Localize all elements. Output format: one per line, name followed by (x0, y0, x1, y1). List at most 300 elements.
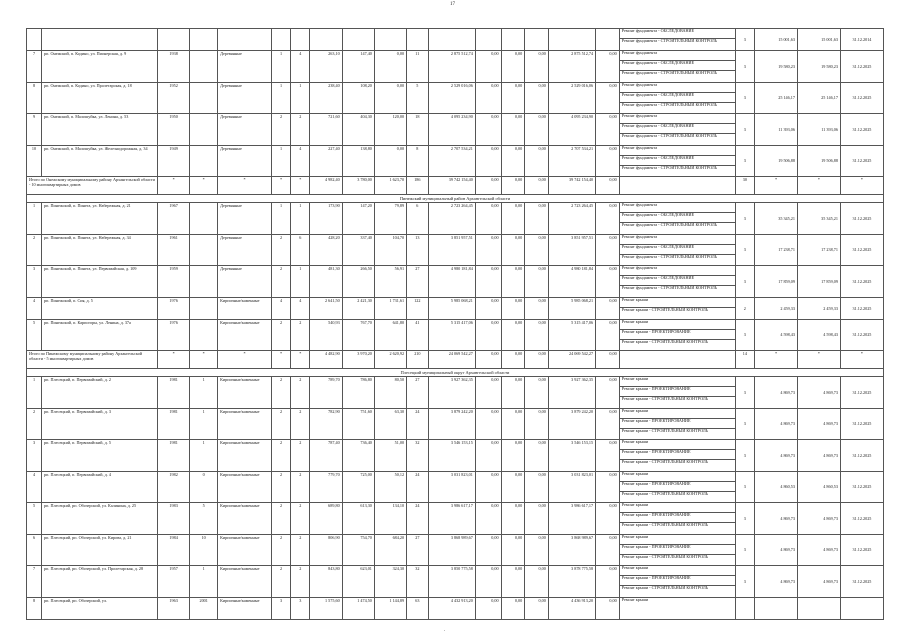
empty-cell (342, 29, 374, 51)
residents-cell: 210 (407, 351, 428, 369)
area-cell: 721,60 (310, 114, 342, 146)
work-type-line: Ремонт крыши - ПРОЕКТИРОВАНИЕ (620, 330, 735, 340)
other-cell: 0,00 (596, 234, 620, 266)
table-row (27, 377, 884, 409)
area-cell: 623,01 (342, 566, 374, 598)
area-cell: 736,40 (342, 440, 374, 472)
fund-cell: 0,00 (501, 203, 525, 235)
limit-cost-cell: 4 598,43 (797, 319, 840, 351)
limit-cost-cell: 17 859,09 (797, 266, 840, 298)
wall-material-cell: Кирпичные/каменные (218, 377, 272, 409)
empty-cell (27, 29, 42, 51)
area-cell: 108,20 (342, 82, 374, 114)
row-number: 5 (27, 319, 42, 351)
table-row (27, 145, 884, 177)
limit-cost-cell: 35 345,21 (797, 203, 840, 235)
year-cell: 1981 (158, 440, 190, 472)
row-number: 3 (27, 440, 42, 472)
limit-cost-cell: 4 860,53 (797, 471, 840, 503)
area-cell: 3 970,20 (342, 351, 374, 369)
floors-cell: 2 (271, 566, 290, 598)
row-number: 8 (27, 82, 42, 114)
area-cell: 786,80 (342, 377, 374, 409)
owner-fund-cell: 3 851 957,51 (548, 234, 595, 266)
fund-cell: 0,00 (475, 440, 501, 472)
unit-cost-cell: 19 506,88 (755, 145, 798, 177)
other-cell: 0,00 (596, 408, 620, 440)
work-types-cell (619, 566, 735, 598)
area-cell: 266,50 (342, 266, 374, 298)
fund-cell: 0,00 (475, 266, 501, 298)
work-type-line: Ремонт фундамента - ОБСЛЕДОВАНИЕ (620, 156, 735, 166)
page-number: 17 (450, 2, 455, 7)
other-cell: 0,00 (596, 319, 620, 351)
entrances-cell: 2 (291, 377, 310, 409)
renovation-year-cell: 1 (190, 408, 218, 440)
area-cell: 2 641,50 (310, 297, 342, 319)
total-label: Итого по Онежскому муниципальному району Архангельской области - 10 многоквартирных домов (27, 177, 158, 195)
area-cell: 138,80 (342, 145, 374, 177)
work-type-line: Ремонт фундамента - СТРОИТЕЛЬНЫЙ КОНТРОЛЬ (621, 223, 718, 227)
work-type-line: Ремонт крыши - ПРОЕКТИРОВАНИЕ (620, 450, 735, 460)
count-cell: 3 (735, 440, 754, 472)
residents-cell: 24 (407, 471, 428, 503)
renovation-year-cell (190, 203, 218, 235)
area-cell: 120,00 (374, 114, 406, 146)
fund-cell: 0,00 (475, 534, 501, 566)
work-type-line: Ремонт крыши - СТРОИТЕЛЬНЫЙ КОНТРОЛЬ (621, 428, 709, 433)
placeholder-cell: * (190, 351, 218, 369)
work-types-cell (619, 377, 735, 409)
floors-cell: 2 (271, 377, 290, 409)
floors-cell: 2 (271, 471, 290, 503)
entrances-cell: 2 (291, 440, 310, 472)
fund-cell: 0,00 (525, 597, 549, 619)
fund-cell: 0,00 (501, 566, 525, 598)
count-cell: 3 (735, 266, 754, 298)
placeholder-cell: * (840, 351, 883, 369)
other-cell: 0,00 (596, 51, 620, 83)
fund-cell: 0,00 (525, 177, 549, 195)
fund-cell: 0,00 (525, 503, 549, 535)
floors-cell: 2 (271, 114, 290, 146)
work-types-cell (619, 297, 735, 319)
deadline-cell: 31.12.2014 (840, 29, 883, 51)
year-cell: 1959 (158, 266, 190, 298)
placeholder-cell: * (797, 351, 840, 369)
area-cell: 787,40 (310, 440, 342, 472)
empty-cell (218, 29, 272, 51)
fund-cell: 0,00 (525, 440, 549, 472)
owner-fund-cell: 4 436 913,20 (548, 597, 595, 619)
unit-cost-cell: 4 860,53 (755, 471, 798, 503)
work-type-line: Ремонт крыши - ПРОЕКТИРОВАНИЕ (620, 387, 735, 397)
entrances-cell: 1 (291, 266, 310, 298)
area-cell: 0,00 (374, 82, 406, 114)
work-type-line: Ремонт крыши - СТРОИТЕЛЬНЫЙ КОНТРОЛЬ (621, 460, 709, 464)
total-cost-cell: 3 850 775,58 (428, 566, 475, 598)
deadline-cell: 31.12.2025 (840, 566, 883, 598)
address-cell: рп. Плесецкий, рп. Обозерский, ул. Кирова, д. 21 (42, 534, 158, 566)
renovation-year-cell: 1 (190, 440, 218, 472)
address-cell: рп. Плесецкий, п. Первомайский, д. 4 (42, 471, 158, 503)
limit-cost-cell: 4 869,73 (797, 440, 840, 472)
fund-cell: 0,00 (525, 145, 549, 177)
work-type-line: Ремонт крыши - ПРОЕКТИРОВАНИЕ (620, 513, 735, 523)
limit-cost-cell: 15 001,63 (797, 29, 840, 51)
year-cell: 1976 (158, 297, 190, 319)
area-cell: 4 482,90 (310, 351, 342, 369)
area-cell: 1 623,70 (374, 177, 406, 195)
fund-cell: 0,00 (501, 51, 525, 83)
other-cell: 0,00 (596, 377, 620, 409)
other-cell: 0,00 (596, 503, 620, 535)
area-cell: 789,70 (310, 377, 342, 409)
table-row (27, 351, 884, 369)
table-row (27, 597, 884, 619)
work-type-line: Ремонт крыши - СТРОИТЕЛЬНЫЙ КОНТРОЛЬ (621, 554, 709, 559)
fund-cell: 0,00 (501, 82, 525, 114)
address-cell: рп. Плесецкий, п. Первомайский, д. 3 (42, 408, 158, 440)
work-type-line: Ремонт фундамента (620, 83, 735, 93)
row-number: 4 (27, 471, 42, 503)
year-cell: 1950 (158, 114, 190, 146)
fund-cell: 0,00 (525, 114, 549, 146)
empty-cell (310, 29, 342, 51)
unit-cost-cell: 4 869,73 (755, 566, 798, 598)
work-type-line: Ремонт крыши (620, 472, 735, 482)
table-row (27, 203, 884, 235)
deadline-cell: 31.12.2025 (840, 440, 883, 472)
year-cell: 1957 (158, 566, 190, 598)
wall-material-cell: Кирпичные/каменные (218, 319, 272, 351)
fund-cell: 0,00 (501, 377, 525, 409)
placeholder-cell: * (291, 177, 310, 195)
fund-cell: 0,00 (501, 597, 525, 619)
year-cell: 1967 (158, 203, 190, 235)
address-cell: рп. Онежский, п. Малошуйка, ул. Железнодорожная, д. 34 (42, 145, 158, 177)
work-type-line: Ремонт фундамента (620, 114, 735, 124)
area-cell: 147,40 (342, 51, 374, 83)
work-type-line: Ремонт фундамента - СТРОИТЕЛЬНЫЙ КОНТРОЛЬ (621, 254, 718, 259)
year-cell: 1952 (158, 82, 190, 114)
total-cost-cell: 5 315 417,06 (428, 319, 475, 351)
floors-cell: 1 (271, 203, 290, 235)
work-type-line: Ремонт фундамента - СТРОИТЕЛЬНЫЙ КОНТРОЛЬ (621, 102, 718, 107)
work-types-cell (619, 114, 735, 146)
other-cell: 0,00 (596, 566, 620, 598)
deadline-cell: 31.12.2025 (840, 534, 883, 566)
fund-cell: 0,00 (525, 51, 549, 83)
address-cell: рп. Пинежский, п. Сия, д. 5 (42, 297, 158, 319)
count-cell: 3 (735, 377, 754, 409)
total-cost-cell: 3 868 989,67 (428, 534, 475, 566)
renovation-year-cell: 1 (190, 566, 218, 598)
deadline-cell: 31.12.2025 (840, 377, 883, 409)
area-cell: 404,30 (342, 114, 374, 146)
wall-material-cell: Деревянные (218, 114, 272, 146)
work-type-line: Ремонт фундамента - ОБСЛЕДОВАНИЕ (620, 245, 735, 255)
unit-cost-cell: 17 859,09 (755, 266, 798, 298)
area-cell: 104,70 (374, 234, 406, 266)
fund-cell: 0,00 (475, 297, 501, 319)
table-row (27, 297, 884, 319)
entrances-cell: 2 (291, 408, 310, 440)
wall-material-cell: Деревянные (218, 82, 272, 114)
total-cost-cell: 4 980 181,84 (428, 266, 475, 298)
work-type-line: Ремонт крыши - СТРОИТЕЛЬНЫЙ КОНТРОЛЬ (621, 523, 709, 527)
work-types-cell (619, 319, 735, 351)
count-cell: 3 (735, 82, 754, 114)
area-cell: 725,00 (342, 471, 374, 503)
area-cell: 767,70 (342, 319, 374, 351)
owner-fund-cell: 5 985 068,21 (548, 297, 595, 319)
fund-cell: 0,00 (501, 440, 525, 472)
work-types-cell (619, 503, 735, 535)
unit-cost-cell: 4 598,43 (755, 319, 798, 351)
work-types-cell (619, 440, 735, 472)
work-types-cell (619, 408, 735, 440)
fund-cell: 0,00 (525, 203, 549, 235)
renovation-year-cell: 2001 (190, 597, 218, 619)
row-number: 4 (27, 297, 42, 319)
area-cell: 684,20 (374, 534, 406, 566)
residents-cell: 24 (407, 408, 428, 440)
owner-fund-cell: 3 868 989,67 (548, 534, 595, 566)
address-cell: рп. Пинежский, п. Пинега, ул. Набережная, д. 34 (42, 234, 158, 266)
fund-cell: 0,00 (525, 82, 549, 114)
renovation-year-cell (190, 319, 218, 351)
wall-material-cell: Кирпичные/каменные (218, 566, 272, 598)
residents-cell: 24 (407, 503, 428, 535)
fund-cell: 0,00 (525, 266, 549, 298)
year-cell: 1981 (158, 377, 190, 409)
work-type-line: Ремонт фундамента - ОБСЛЕДОВАНИЕ (620, 213, 735, 223)
fund-cell: 0,00 (475, 377, 501, 409)
deadline-cell: 31.12.2025 (840, 82, 883, 114)
residents-cell: 63 (407, 597, 428, 619)
total-cost-cell: 2 723 264,45 (428, 203, 475, 235)
total-label: Итого по Пинежскому муниципальному району Архангельской области - 5 многоквартирных домов (27, 351, 158, 369)
unit-cost-cell: 15 001,63 (755, 29, 798, 51)
other-cell: 0,00 (596, 534, 620, 566)
unit-cost-cell: 11 393,06 (755, 114, 798, 146)
work-type-line: Ремонт фундамента - ОБСЛЕДОВАНИЕ (620, 29, 735, 39)
other-cell: 0,00 (596, 597, 620, 619)
unit-cost-cell: 4 869,73 (755, 440, 798, 472)
table-row (27, 534, 884, 566)
section-header: Плесецкий муниципальный округ Архангельской области (27, 369, 884, 377)
renovation-year-cell (190, 51, 218, 83)
count-cell: 3 (735, 145, 754, 177)
residents-cell: 41 (407, 319, 428, 351)
row-number: 1 (27, 203, 42, 235)
table-row (27, 234, 884, 266)
floors-cell: 2 (271, 408, 290, 440)
work-type-line: Ремонт фундамента - ОБСЛЕДОВАНИЕ (620, 61, 735, 71)
owner-fund-cell: 5 315 417,06 (548, 319, 595, 351)
row-number: 5 (27, 503, 42, 535)
owner-fund-cell: 24 069 542,27 (548, 351, 595, 369)
entrances-cell: 4 (291, 145, 310, 177)
work-type-line: Ремонт фундамента - СТРОИТЕЛЬНЫЙ КОНТРОЛЬ (621, 71, 718, 75)
total-cost-cell: 2 529 016,06 (428, 82, 475, 114)
limit-cost-cell: 4 869,73 (797, 566, 840, 598)
work-type-line: Ремонт крыши - СТРОИТЕЛЬНЫЙ КОНТРОЛЬ (621, 586, 709, 590)
fund-cell: 0,00 (501, 297, 525, 319)
total-cost-cell: 2 707 534,21 (428, 145, 475, 177)
work-cell (619, 177, 735, 195)
fund-cell: 0,00 (501, 534, 525, 566)
fund-cell: 0,00 (525, 471, 549, 503)
area-cell: 3 780,00 (342, 177, 374, 195)
count-cell: 3 (735, 566, 754, 598)
area-cell: 4 982,40 (310, 177, 342, 195)
deadline-cell: 31.12.2025 (840, 145, 883, 177)
address-cell: рп. Плесецкий, п. Первомайский, д. 2 (42, 377, 158, 409)
table-row (27, 82, 884, 114)
row-number: 1 (27, 377, 42, 409)
limit-cost-cell: 17 238,71 (797, 234, 840, 266)
fund-cell: 0,00 (475, 203, 501, 235)
fund-cell: 0,00 (501, 471, 525, 503)
count-cell: 3 (735, 51, 754, 83)
owner-fund-cell: 4 095 234,90 (548, 114, 595, 146)
fund-cell: 0,00 (525, 377, 549, 409)
count-cell: 3 (735, 503, 754, 535)
other-cell: 0,00 (596, 114, 620, 146)
deadline-cell: 31.12.2025 (840, 114, 883, 146)
work-type-line: Ремонт крыши - СТРОИТЕЛЬНЫЙ КОНТРОЛЬ (621, 307, 709, 312)
limit-cost-cell (797, 597, 840, 619)
empty-cell (501, 29, 525, 51)
wall-material-cell: Деревянные (218, 203, 272, 235)
entrances-cell: 4 (291, 297, 310, 319)
fund-cell: 0,00 (501, 351, 525, 369)
empty-cell (291, 29, 310, 51)
fund-cell: 0,00 (475, 177, 501, 195)
limit-cost-cell: 11 393,06 (797, 114, 840, 146)
placeholder-cell: * (158, 177, 190, 195)
owner-fund-cell: 3 986 617,17 (548, 503, 595, 535)
table-row (27, 195, 884, 203)
renovation-year-cell: 5 (190, 503, 218, 535)
table-row (27, 29, 884, 51)
year-cell: 1961 (158, 234, 190, 266)
limit-cost-cell: 4 869,73 (797, 377, 840, 409)
fund-cell: 0,00 (475, 234, 501, 266)
row-number: 7 (27, 51, 42, 83)
unit-cost-cell: 35 345,21 (755, 203, 798, 235)
fund-cell: 0,00 (501, 177, 525, 195)
year-cell: 1984 (158, 534, 190, 566)
total-cost-cell: 3 986 617,17 (428, 503, 475, 535)
limit-cost-cell: 4 869,73 (797, 503, 840, 535)
residents-cell: 27 (407, 377, 428, 409)
work-type-line: Ремонт фундамента (620, 51, 735, 61)
fund-cell: 0,00 (525, 408, 549, 440)
table-row (27, 177, 884, 195)
fund-cell: 0,00 (525, 234, 549, 266)
renovation-year-cell (190, 145, 218, 177)
row-number: 8 (27, 597, 42, 619)
area-cell: 51,00 (374, 440, 406, 472)
fund-cell: 0,00 (475, 503, 501, 535)
row-number: 2 (27, 408, 42, 440)
deadline-cell (840, 597, 883, 619)
count-cell: 3 (735, 471, 754, 503)
area-cell: 2 421,30 (342, 297, 374, 319)
renovation-year-cell (190, 114, 218, 146)
area-cell: 481,30 (310, 266, 342, 298)
total-cost-cell: 4 432 913,20 (428, 597, 475, 619)
count-cell: 3 (735, 319, 754, 351)
work-type-line: Ремонт крыши - СТРОИТЕЛЬНЫЙ КОНТРОЛЬ (621, 339, 709, 344)
area-cell: 613,30 (342, 503, 374, 535)
other-cell: 0,00 (596, 145, 620, 177)
residents-cell: 122 (407, 297, 428, 319)
placeholder-cell: * (271, 351, 290, 369)
work-types-cell (619, 29, 735, 51)
area-cell: 843,80 (310, 566, 342, 598)
renovation-year-cell: 0 (190, 471, 218, 503)
area-cell: 134,10 (374, 503, 406, 535)
fund-cell: 0,00 (475, 82, 501, 114)
empty-cell (525, 29, 549, 51)
entrances-cell: 2 (291, 114, 310, 146)
table-row (27, 114, 884, 146)
row-number: 3 (27, 266, 42, 298)
work-type-line: Ремонт крыши (620, 503, 735, 513)
year-cell: 1949 (158, 145, 190, 177)
entrances-cell: 2 (291, 534, 310, 566)
empty-cell (596, 29, 620, 51)
area-cell: 79,89 (374, 203, 406, 235)
unit-cost-cell: 25 146,17 (755, 82, 798, 114)
empty-cell (407, 29, 428, 51)
area-cell: 1 575,60 (310, 597, 342, 619)
fund-cell: 0,00 (475, 566, 501, 598)
area-cell: 0,00 (374, 51, 406, 83)
floors-cell: 1 (271, 82, 290, 114)
wall-material-cell: Кирпичные/каменные (218, 471, 272, 503)
residents-cell: 11 (407, 51, 428, 83)
empty-cell (42, 29, 158, 51)
total-cost-cell: 39 742 154,40 (428, 177, 475, 195)
address-cell: рп. Онежский, п. Кодино, ул. Пионерская, д. 9 (42, 51, 158, 83)
count-cell: 3 (735, 29, 754, 51)
other-cell: 0,00 (596, 266, 620, 298)
table-row (27, 408, 884, 440)
address-cell: рп. Пинежский, п. Пинега, ул. Первомайская, д. 109 (42, 266, 158, 298)
renovation-year-cell: 1 (190, 377, 218, 409)
deadline-cell: 31.12.2025 (840, 471, 883, 503)
work-types-cell (619, 51, 735, 83)
area-cell: 173,90 (310, 203, 342, 235)
other-cell: 0,00 (596, 471, 620, 503)
table-row (27, 369, 884, 377)
section-header: Пинежский муниципальный район Архангельской области (27, 195, 884, 203)
fund-cell: 0,00 (475, 408, 501, 440)
area-cell: 1 731,61 (374, 297, 406, 319)
work-types-cell (619, 597, 735, 619)
empty-cell (475, 29, 501, 51)
table-row (27, 319, 884, 351)
limit-cost-cell: 4 869,73 (797, 534, 840, 566)
work-type-line: Ремонт фундамента (620, 266, 735, 276)
deadline-cell: 31.12.2025 (840, 408, 883, 440)
area-cell: 324,30 (374, 566, 406, 598)
